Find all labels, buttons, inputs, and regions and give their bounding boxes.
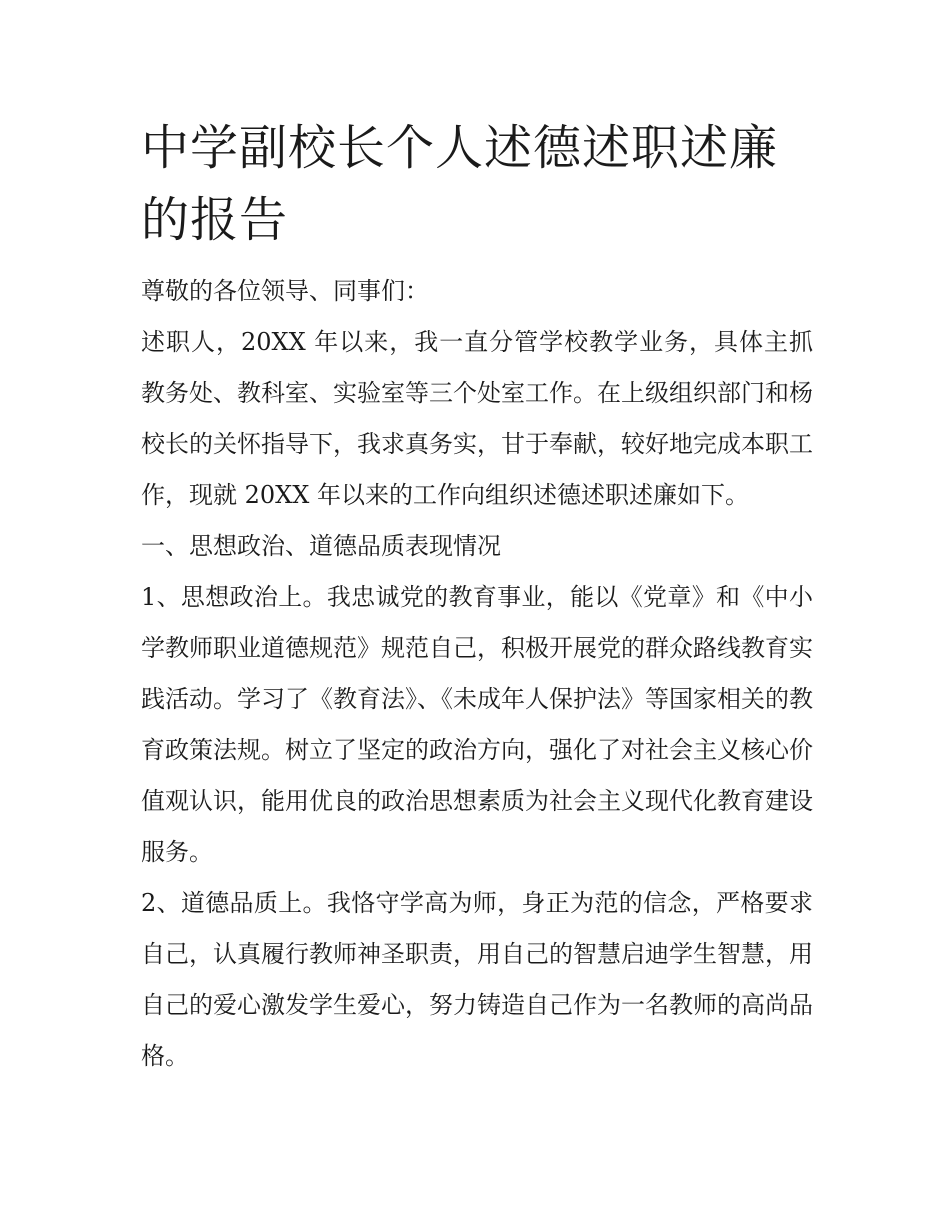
paragraph-political: 1、思想政治上。我忠诚党的教育事业，能以《党章》和《中小学教师职业道德规范》规范自己，积极开展党的群众路线教育实践活动。学习了《教育法》、《未成年人保护法》等国家相关的教育政策法规。树立了坚定的政治方向，强化了对社会主义核心价值观认识，能用优良的政治思想素质为社会主义现代化教育建设服务。 [141,583,813,866]
document-body [141,112,813,1082]
salutation: 尊敬的各位领导、同事们： [141,277,429,305]
section-heading-1: 一、思想政治、道德品质表现情况 [141,532,501,560]
document-title: 中学副校长个人述德述职述廉的报告 [141,120,779,248]
intro-paragraph: 述职人，20XX 年以来，我一直分管学校教学业务，具体主抓教务处、教科室、实验室等三个处室工作。在上级组织部门和杨校长的关怀指导下，我求真务实，甘于奉献，较好地完成本职工作，现就 20XX 年以来的工作向组织述德述职述廉如下。 [141,328,813,509]
paragraph-moral: 2、道德品质上。我恪守学高为师，身正为范的信念，严格要求自己，认真履行教师神圣职责，用自己的智慧启迪学生智慧，用自己的爱心激发学生爱心，努力铸造自己作为一名教师的高尚品格。 [141,889,813,1070]
